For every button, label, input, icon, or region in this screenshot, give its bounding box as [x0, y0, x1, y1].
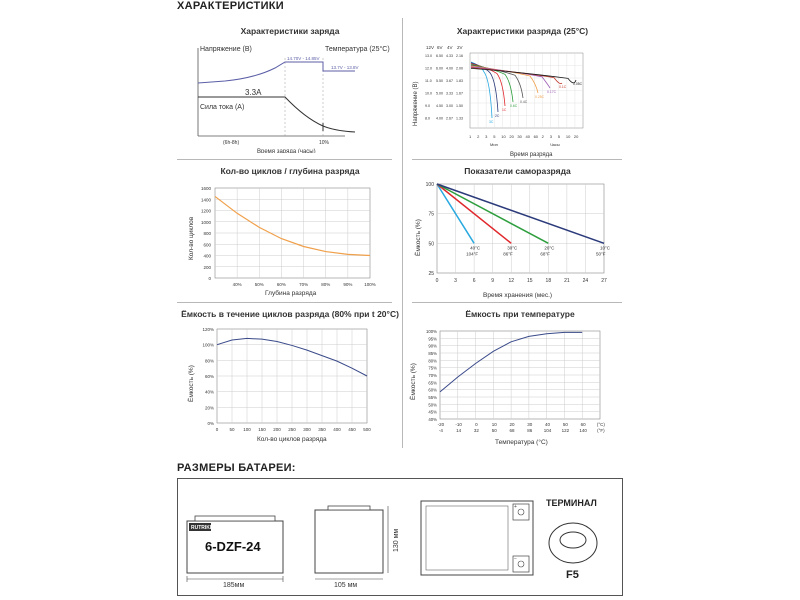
y-tick: 40%	[428, 417, 437, 422]
x-tick: 9	[491, 278, 495, 284]
volt-header: 6V	[437, 45, 443, 50]
x-tick-c: 20	[509, 422, 515, 427]
x-tick: 20	[509, 134, 514, 139]
x-tick-c: 50	[562, 422, 568, 427]
x-tick: 450	[348, 427, 356, 432]
terminal-type: F5	[566, 569, 579, 581]
cc-xlabel: Кол-во циклов разряда	[257, 436, 327, 443]
volt-cell: 3.00	[446, 104, 453, 108]
x-tick: 30	[517, 134, 522, 139]
x-tick: 2	[541, 134, 544, 139]
y-tick: 65%	[428, 380, 437, 386]
y-tick: 80%	[204, 358, 214, 364]
y-tick: 20%	[204, 405, 214, 411]
volt-cell: 12.0	[425, 66, 432, 71]
x-tick: 27	[601, 278, 607, 284]
x-tick: 5	[493, 134, 496, 139]
y-tick: 1200	[200, 208, 211, 214]
y-tick: 50	[428, 241, 434, 248]
voltage-label: Напряжение (В)	[200, 46, 252, 53]
x-tick: 400	[333, 427, 341, 432]
x-tick: 40%	[232, 282, 242, 287]
x-tick-f: 86	[527, 428, 533, 433]
battery-brand: RUTRIKE	[191, 525, 214, 531]
x-tick-f: 68	[509, 428, 515, 433]
y-tick: 40%	[204, 389, 214, 395]
discharge-curve-label: 0.05C	[573, 82, 583, 86]
x-tick: 15	[526, 278, 533, 284]
y-tick: 1400	[200, 197, 211, 203]
discharge-curve	[471, 68, 576, 82]
pct-label: 10%	[319, 140, 330, 146]
x-tick: 150	[258, 427, 266, 432]
dimensions-heading: РАЗМЕРЫ БАТАРЕИ:	[177, 462, 296, 474]
y-tick: 0%	[207, 421, 214, 426]
y-tick: 800	[203, 231, 211, 236]
volt-cell: 11.0	[425, 79, 432, 83]
volt-cell: 4.50	[436, 104, 443, 108]
x-tick-f: 140	[579, 428, 587, 433]
battery-height: 130 мм	[393, 528, 400, 552]
sd-ylabel: Ёмкость (%)	[415, 219, 422, 256]
y-tick: 100%	[202, 342, 214, 348]
sd-label-c: 10°C	[600, 245, 611, 251]
charge-chart	[195, 38, 400, 153]
cycles-ylabel: Кол-во циклов	[188, 216, 195, 260]
y-tick: 55%	[428, 395, 437, 400]
volt-cell: 6.00	[436, 66, 443, 71]
x-tick: 24	[582, 278, 589, 284]
time-label: (6h-8h)	[223, 140, 240, 146]
ct-xlabel: Температура (°С)	[495, 439, 548, 446]
x-tick: 70%	[299, 282, 309, 287]
volt-cell: 10.0	[425, 91, 432, 96]
x-tick: 0	[435, 278, 439, 284]
discharge-curve-label: 3C	[489, 120, 494, 124]
terminal-diagram	[545, 518, 605, 568]
x-tick-c: 40	[545, 422, 551, 427]
cc-ylabel: Ёмкость (%)	[188, 365, 195, 402]
battery-side-view	[310, 496, 410, 588]
charge-chart-title: Характеристики заряда	[240, 26, 340, 36]
y-tick: 75%	[428, 365, 437, 371]
y-tick: 60%	[428, 387, 437, 393]
discharge-curve	[471, 62, 492, 118]
y-tick: 80%	[428, 358, 437, 364]
terminal-title: ТЕРМИНАЛ	[546, 498, 597, 508]
x-tick: 12	[508, 278, 515, 284]
y-tick: 400	[203, 253, 211, 259]
x-tick-c: 60	[580, 422, 586, 427]
y-tick: 60%	[204, 374, 214, 379]
x-tick-f: 104	[543, 428, 552, 433]
divider-h1-left	[177, 159, 392, 160]
x-tick: 60	[533, 134, 539, 139]
sd-label-f: 68°F	[540, 251, 550, 257]
volt-cell: 1.33	[456, 116, 463, 121]
discharge-curve-label: 2C	[495, 114, 500, 118]
x-tick: 3	[454, 278, 457, 284]
x-tick: 200	[273, 427, 281, 432]
volt-cell: 2.16	[456, 54, 463, 58]
discharge-chart	[410, 38, 595, 158]
volt-header: 2V	[457, 45, 463, 50]
x-tick: 5	[557, 134, 561, 139]
x-tick: 80%	[321, 282, 331, 287]
selfdischarge-chart-title: Показатели саморазряда	[464, 166, 571, 176]
x-tick-f: -4	[438, 428, 443, 433]
x-tick-c: 30	[527, 422, 533, 427]
x-tick-c: -20	[437, 422, 445, 427]
capacity-temp-chart	[405, 322, 620, 447]
ct-ylabel: Ёмкость (%)	[410, 363, 417, 400]
y-tick: 200	[203, 264, 211, 270]
x-tick-f: 32	[473, 428, 479, 433]
x-tick: 20	[573, 134, 579, 139]
battery-width: 185мм	[223, 582, 245, 588]
y-tick: 50%	[428, 402, 437, 408]
volt-cell: 6.50	[436, 54, 443, 58]
battery-front-view	[183, 496, 295, 588]
current-value: 3.3А	[245, 88, 262, 97]
discharge-curve-label: 1C	[502, 108, 507, 112]
x-tick: 1	[469, 134, 472, 139]
volt-cell: 1.50	[456, 104, 463, 108]
capacity-cycles-chart	[182, 322, 387, 447]
y-tick: 75	[428, 211, 434, 218]
discharge-curve-label: 0.4C	[520, 100, 528, 104]
discharge-curve-label: 0.17C	[547, 90, 557, 94]
x-tick-f: 14	[456, 428, 462, 433]
battery-depth: 105 мм	[334, 582, 358, 588]
sd-label-f: 86°F	[503, 251, 513, 257]
discharge-curve-label: 0.25C	[535, 95, 545, 99]
x-tick: 100%	[364, 282, 376, 287]
x-tick-f: 50	[491, 428, 497, 433]
y-tick: 90%	[428, 343, 437, 349]
divider-h2-left	[177, 302, 392, 303]
voltage-table	[425, 45, 463, 121]
volt-cell: 4.00	[436, 116, 443, 121]
discharge-grid	[470, 53, 583, 128]
volt-cell: 5.00	[436, 91, 443, 96]
x-tick: 90%	[343, 282, 353, 287]
discharge-ylabel: Напряжение (В)	[413, 81, 419, 126]
battery-top-view	[418, 496, 536, 578]
x-tick-c: -10	[455, 422, 462, 427]
y-tick: 85%	[428, 351, 437, 356]
sd-label-c: 40°C	[470, 245, 481, 251]
selfdischarge-chart	[410, 178, 615, 303]
y-tick: 70%	[428, 373, 437, 378]
range-b-label: 13.7V - 13.8V	[331, 65, 359, 70]
x-tick: 10	[501, 134, 506, 139]
x-tick: 350	[318, 427, 326, 432]
y-tick: 25	[428, 271, 434, 277]
y-tick: 1000	[200, 219, 211, 225]
y-tick: 95%	[428, 336, 437, 342]
discharge-curve-label: 0.6C	[510, 104, 518, 108]
y-tick: 600	[203, 242, 211, 248]
discharge-xlabel: Время разряда	[510, 152, 553, 158]
x-tick-c: 10	[491, 422, 497, 427]
discharge-chart-title: Характеристики разряда (25°С)	[456, 26, 589, 36]
sd-label-c: 30°C	[507, 245, 518, 251]
x-tick-f: 122	[561, 428, 570, 433]
volt-cell: 4.00	[446, 66, 453, 71]
x-tick: 50%	[254, 282, 264, 287]
range-a-label: 14.70V - 14.85V	[287, 56, 320, 61]
volt-cell: 13.0	[425, 54, 432, 58]
current-label: Сила тока (А)	[200, 104, 245, 111]
cycles-chart-title: Кол-во циклов / глубина разряда	[220, 166, 360, 176]
volt-cell: 9.0	[425, 104, 430, 108]
x-tick: 3	[549, 134, 552, 139]
volt-cell: 3.33	[446, 91, 453, 96]
y-tick: 0	[208, 276, 211, 281]
x-tick: 10	[565, 134, 571, 139]
discharge-curves	[471, 62, 583, 124]
y-tick: 100%	[426, 329, 437, 334]
x-tick-c: (°C)	[596, 422, 605, 427]
sd-label-c: 20°C	[544, 245, 555, 251]
captemp-chart-title: Ёмкость при температуре	[465, 309, 575, 319]
x-tick: 250	[288, 427, 296, 432]
x-tick: 3	[485, 134, 488, 139]
characteristics-heading: ХАРАКТЕРИСТИКИ	[177, 0, 284, 12]
x-tick: 300	[303, 427, 311, 432]
temp-label: Температура (25°С)	[325, 46, 390, 53]
cycles-xlabel: Глубина разряда	[265, 290, 317, 297]
y-tick: 45%	[428, 409, 437, 415]
y-tick: 120%	[202, 327, 214, 332]
divider-vertical	[402, 18, 403, 448]
charge-xlabel: Время заряда (часы)	[257, 149, 316, 153]
plus-mark: +	[514, 504, 517, 510]
x-tick: 50	[229, 427, 235, 432]
sd-xlabel: Время хранения (мес.)	[483, 292, 553, 299]
volt-cell: 5.50	[436, 79, 443, 83]
x-tick: 0	[215, 427, 219, 432]
unit-hours: Часы	[550, 142, 560, 147]
volt-header: 12V	[426, 45, 435, 50]
volt-cell: 8.0	[425, 116, 430, 121]
volt-cell: 1.83	[456, 79, 463, 83]
volt-header: 4V	[447, 45, 453, 50]
y-tick: 1600	[200, 186, 211, 191]
cycles-chart	[182, 180, 387, 300]
discharge-curve	[471, 66, 538, 93]
volt-cell: 2.00	[456, 66, 463, 71]
unit-min: Мин	[490, 142, 498, 147]
volt-cell: 1.67	[456, 91, 463, 96]
x-tick: 6	[472, 278, 476, 284]
capcycles-chart-title: Ёмкость в течение циклов разряда (80% при t 20°С)	[181, 309, 399, 319]
x-tick-f: (°F)	[597, 428, 605, 433]
battery-model: 6-DZF-24	[205, 539, 261, 554]
x-tick: 500	[363, 427, 371, 432]
x-tick: 18	[545, 278, 552, 284]
volt-cell: 4.33	[446, 54, 453, 58]
x-tick: 2	[477, 134, 480, 139]
x-tick: 40	[525, 134, 530, 139]
x-tick: 100	[243, 427, 251, 432]
minus-mark: −	[514, 556, 517, 562]
y-tick: 100	[425, 182, 434, 188]
volt-cell: 3.67	[446, 79, 453, 83]
sd-label-f: 104°F	[466, 251, 479, 257]
discharge-curve-label: 0.1C	[559, 85, 567, 89]
x-tick: 21	[564, 278, 570, 284]
volt-cell: 2.67	[446, 116, 453, 121]
sd-label-f: 50°F	[596, 251, 606, 257]
divider-h1-right	[412, 159, 622, 160]
discharge-x-ticks	[469, 134, 579, 139]
x-tick: 60%	[276, 282, 286, 287]
x-tick-c: 0	[475, 422, 478, 427]
